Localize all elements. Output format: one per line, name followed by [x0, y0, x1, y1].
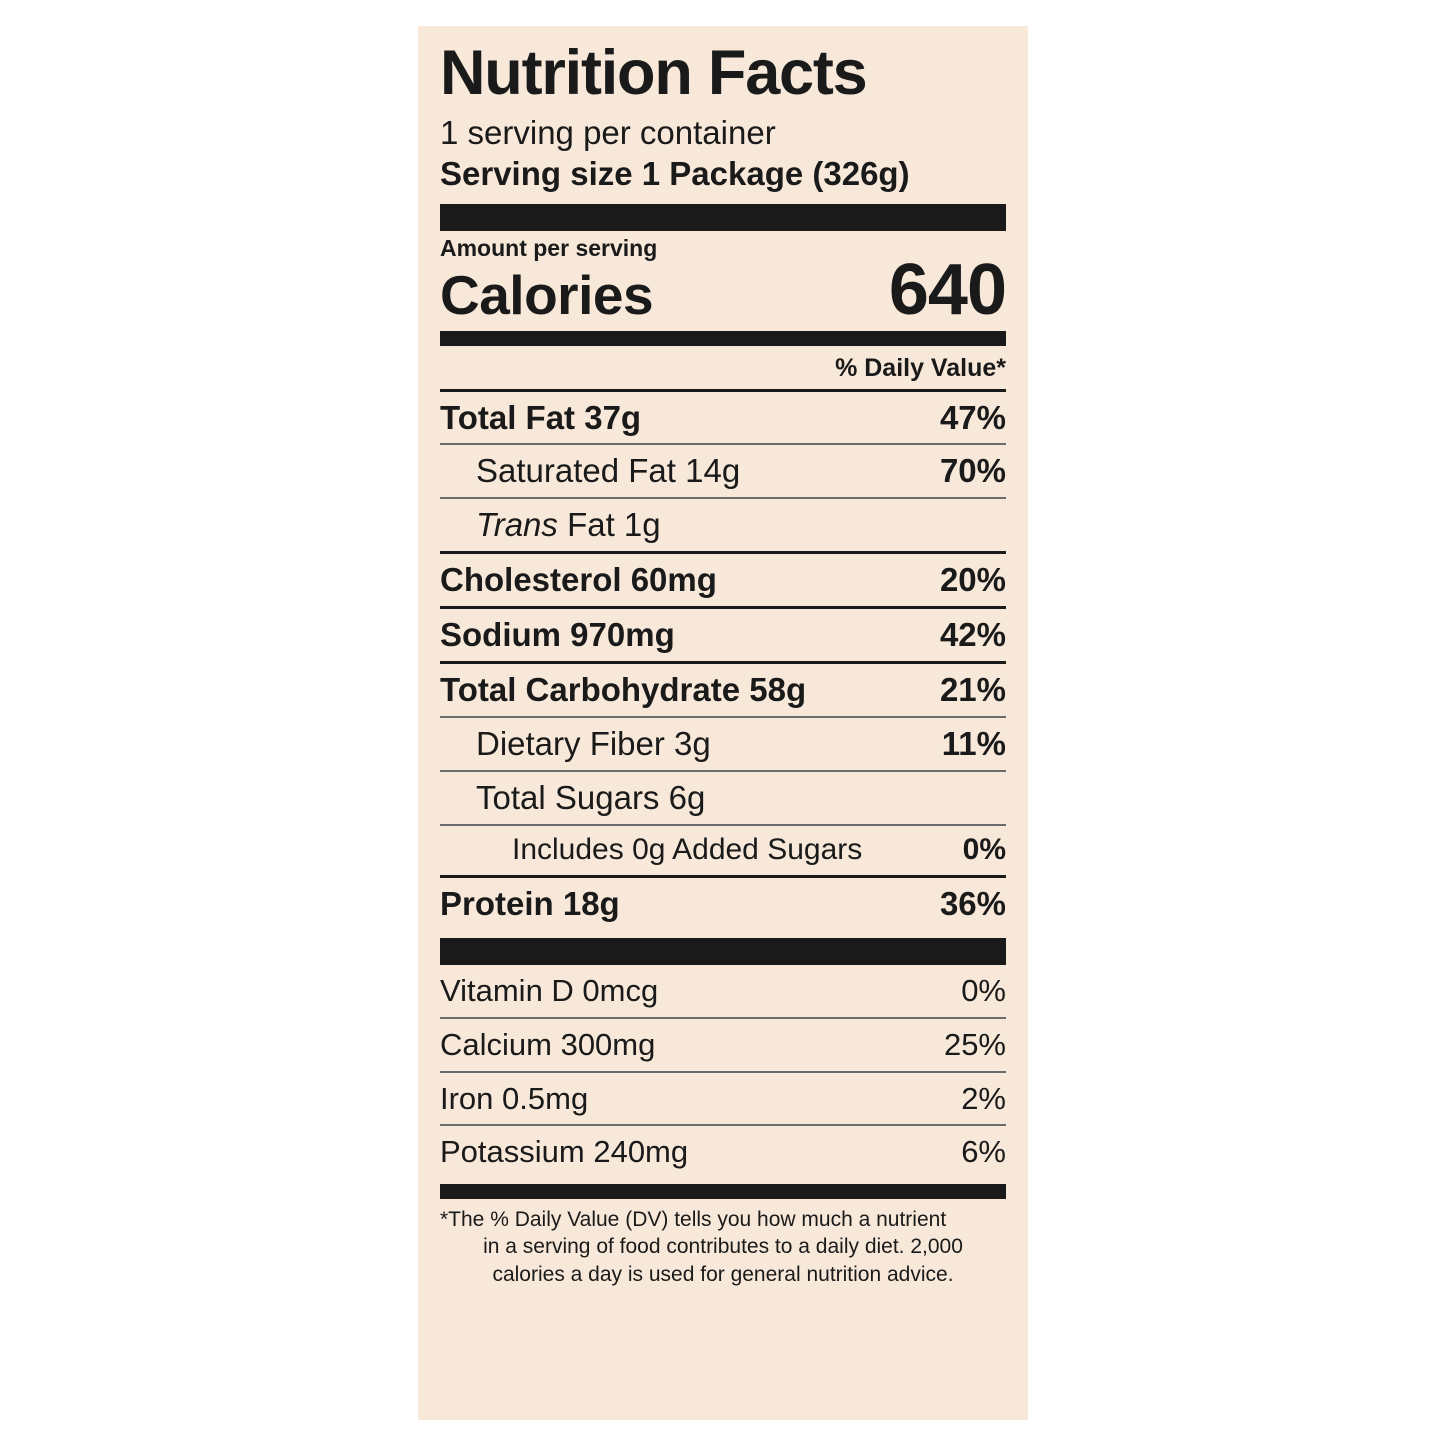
nutrients-list — [440, 389, 1006, 930]
table-row — [440, 875, 1006, 930]
nutrient-pct: 20% — [939, 561, 1006, 599]
nutrient-pct: 70% — [939, 452, 1006, 490]
table-row — [440, 1124, 1006, 1178]
nutrient-name: Total Sugars 6g — [476, 779, 706, 817]
table-row — [440, 824, 1006, 875]
vitamin-pct: 25% — [943, 1027, 1006, 1063]
page-title: Nutrition Facts — [440, 38, 867, 108]
footnote-line-1: *The % Daily Value (DV) tells you how much a nutrient — [440, 1208, 947, 1231]
divider-medium-calories — [440, 331, 1006, 346]
nutrient-name: Sodium 970mg — [440, 616, 675, 654]
nutrient-name: Total Carbohydrate 58g — [440, 671, 807, 709]
footnote-line-3: calories a day is used for general nutrition advice. — [492, 1262, 954, 1286]
nutrition-facts-label — [418, 26, 1028, 1420]
divider-bottom — [440, 1184, 1006, 1199]
table-row — [440, 661, 1006, 716]
nutrient-name — [440, 506, 661, 544]
nutrient-name: Total Fat 37g — [440, 398, 642, 436]
label-inner — [440, 26, 1006, 1420]
vitamin-name: Iron 0.5mg — [440, 1080, 589, 1116]
calories-row — [440, 249, 1006, 330]
table-row — [440, 1017, 1006, 1071]
table-row — [440, 606, 1006, 661]
nutrient-pct: 42% — [939, 616, 1006, 654]
vitamin-name: Vitamin D 0mcg — [440, 973, 659, 1009]
trans-italic: Trans — [476, 506, 558, 544]
trans-rest: Fat 1g — [557, 506, 661, 544]
servings-per-container: 1 serving per container — [440, 114, 776, 151]
daily-value-header: % Daily Value* — [835, 353, 1006, 382]
nutrient-name: Protein 18g — [440, 884, 620, 922]
table-row — [440, 497, 1006, 551]
vitamin-pct: 2% — [961, 1080, 1006, 1116]
divider-thick-vitamins — [440, 938, 1006, 965]
footnote-line-2: in a serving of food contributes to a daily diet. 2,000 — [483, 1235, 963, 1259]
table-row — [440, 443, 1006, 497]
nutrient-pct: 36% — [939, 884, 1006, 922]
table-row — [440, 770, 1006, 824]
nutrient-pct: 0% — [962, 833, 1006, 866]
vitamin-pct: 6% — [961, 1134, 1006, 1170]
table-row — [440, 716, 1006, 770]
amount-per-serving-label: Amount per serving — [440, 234, 658, 261]
nutrient-pct: 47% — [939, 398, 1006, 436]
vitamin-name: Calcium 300mg — [440, 1027, 656, 1063]
nutrient-pct: 21% — [939, 671, 1006, 709]
vitamin-pct: 0% — [961, 973, 1006, 1009]
table-row — [440, 551, 1006, 606]
divider-thick-top — [440, 204, 1006, 231]
calories-value: 640 — [888, 249, 1006, 330]
nutrient-name: Includes 0g Added Sugars — [512, 833, 863, 866]
serving-size: Serving size 1 Package (326g) — [440, 155, 910, 193]
table-row — [440, 389, 1006, 444]
table-row — [440, 965, 1006, 1017]
vitamins-list — [440, 965, 1006, 1178]
calories-label: Calories — [440, 263, 654, 326]
vitamin-name: Potassium 240mg — [440, 1134, 689, 1170]
nutrient-name: Dietary Fiber 3g — [476, 725, 711, 763]
nutrient-name: Cholesterol 60mg — [440, 561, 717, 599]
nutrient-pct: 11% — [941, 725, 1006, 763]
table-row — [440, 1071, 1006, 1125]
daily-value-footnote — [440, 1199, 1006, 1288]
nutrient-name: Saturated Fat 14g — [476, 452, 741, 490]
